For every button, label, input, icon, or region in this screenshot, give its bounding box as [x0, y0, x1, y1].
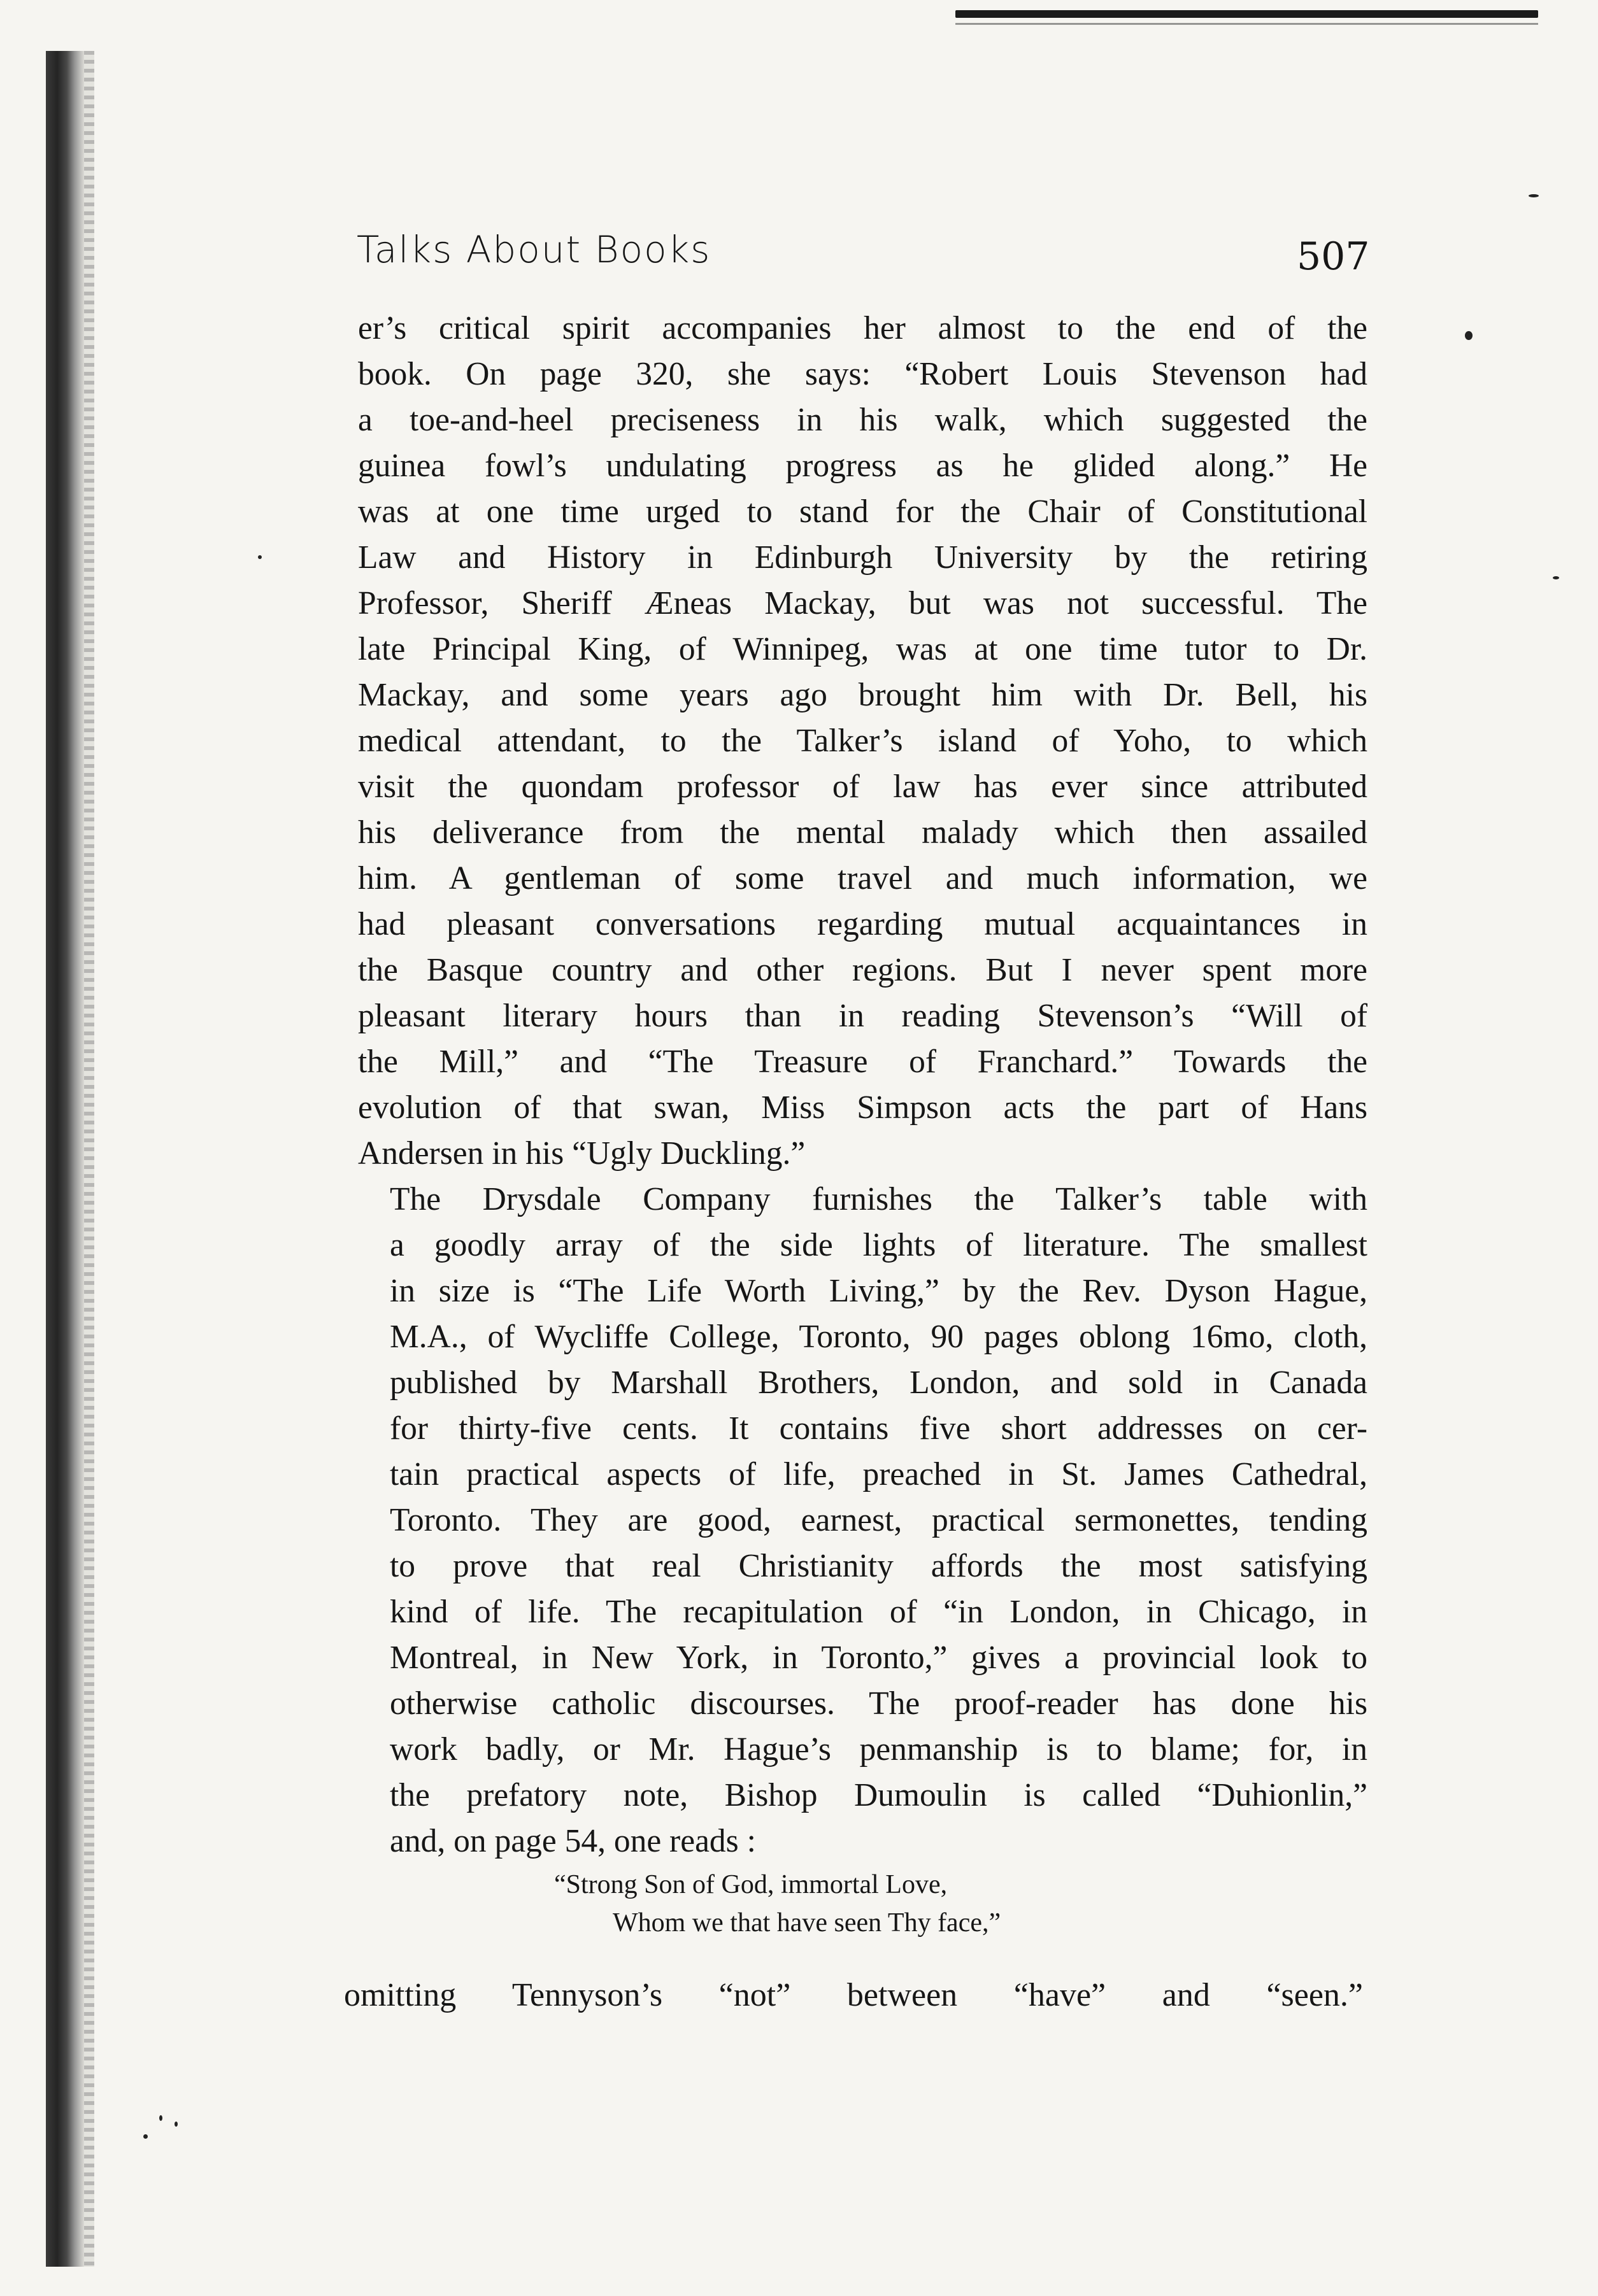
- text-line: him. A gentleman of some travel and much information, we: [358, 860, 1367, 896]
- text-line: late Principal King, of Winnipeg, was at one time tutor to Dr.: [358, 631, 1367, 667]
- text-line: the prefatory note, Bishop Dumoulin is called “Duhionlin,”: [390, 1777, 1367, 1813]
- text-line: for thirty-five cents. It contains five short addresses on cer-: [390, 1410, 1367, 1447]
- text-line: Professor, Sheriff Æneas Mackay, but was not successful. The: [358, 585, 1367, 621]
- text-line: in size is “The Life Worth Living,” by the Rev. Dyson Hague,: [390, 1273, 1367, 1309]
- text-line: work badly, or Mr. Hague’s penmanship is to blame; for, in: [390, 1731, 1367, 1768]
- binding-gutter-edge: [84, 51, 94, 2267]
- top-rule: [955, 10, 1538, 18]
- margin-speck: [1529, 194, 1539, 197]
- text-line: tain practical aspects of life, preached in St. James Cathedral,: [390, 1456, 1367, 1492]
- text-line: book. On page 320, she says: “Robert Louis Stevenson had: [358, 356, 1367, 392]
- paragraph: [358, 306, 1367, 1177]
- text-line: guinea fowl’s undulating progress as he glided along.” He: [358, 448, 1367, 484]
- text-line: had pleasant conversations regarding mutual acquaintances in: [358, 906, 1367, 942]
- top-rule-shadow: [955, 23, 1538, 25]
- text-line: a goodly array of the side lights of literature. The smallest: [390, 1227, 1367, 1263]
- text-line: The Drysdale Company furnishes the Talker’s table with: [390, 1181, 1367, 1217]
- text-line: was at one time urged to stand for the Chair of Constitutional: [358, 493, 1367, 530]
- text-line: visit the quondam professor of law has ever since attributed: [358, 769, 1367, 805]
- quotation-line: Whom we that have seen Thy face,”: [613, 1908, 1001, 1938]
- text-line: Andersen in his “Ugly Duckling.”: [358, 1135, 806, 1172]
- text-line: kind of life. The recapitulation of “in London, in Chicago, in: [390, 1594, 1367, 1630]
- text-line: evolution of that swan, Miss Simpson acts the part of Hans: [358, 1089, 1367, 1126]
- text-line: Montreal, in New York, in Toronto,” gives a provincial look to: [390, 1640, 1367, 1676]
- text-line: and, on page 54, one reads :: [390, 1823, 756, 1859]
- text-line: medical attendant, to the Talker’s island of Yoho, to which: [358, 723, 1367, 759]
- text-line: er’s critical spirit accompanies her almost to the end of the: [358, 310, 1367, 346]
- text-line: M.A., of Wycliffe College, Toronto, 90 pages oblong 16mo, cloth,: [390, 1319, 1367, 1355]
- block-quotation: [554, 1866, 1001, 1942]
- text-line: the Mill,” and “The Treasure of Franchard.” Towards the: [358, 1044, 1367, 1080]
- text-line: the Basque country and other regions. But I never spent more: [358, 952, 1367, 988]
- margin-speck: [143, 2134, 148, 2139]
- text-line: a toe-and-heel preciseness in his walk, which suggested the: [358, 402, 1367, 438]
- text-line: Toronto. They are good, earnest, practical sermonettes, tending: [390, 1502, 1367, 1538]
- text-line: published by Marshall Brothers, London, and sold in Canada: [390, 1364, 1367, 1401]
- text-line: Mackay, and some years ago brought him with Dr. Bell, his: [358, 677, 1367, 713]
- margin-speck: [1553, 576, 1559, 579]
- binding-gutter-shadow: [46, 51, 84, 2267]
- text-line: otherwise catholic discourses. The proof-reader has done his: [390, 1685, 1367, 1722]
- margin-speck: [1465, 331, 1473, 340]
- text-line: his deliverance from the mental malady which then assailed: [358, 814, 1367, 851]
- closing-line: omitting Tennyson’s “not” between “have” and “seen.”: [344, 1977, 1363, 2013]
- quotation-line: “Strong Son of God, immortal Love,: [554, 1870, 948, 1899]
- margin-speck: [175, 2122, 178, 2127]
- margin-speck: [159, 2115, 162, 2121]
- text-line: pleasant literary hours than in reading Stevenson’s “Will of: [358, 998, 1367, 1034]
- margin-speck: [258, 555, 262, 559]
- running-head: Talks About Books: [357, 228, 711, 271]
- text-line: Law and History in Edinburgh University by the retiring: [358, 539, 1367, 576]
- body-text: [358, 306, 1367, 1864]
- text-line: to prove that real Christianity affords the most satisfying: [390, 1548, 1367, 1584]
- paragraph: [358, 1177, 1367, 1864]
- page-number: 507: [1297, 234, 1370, 279]
